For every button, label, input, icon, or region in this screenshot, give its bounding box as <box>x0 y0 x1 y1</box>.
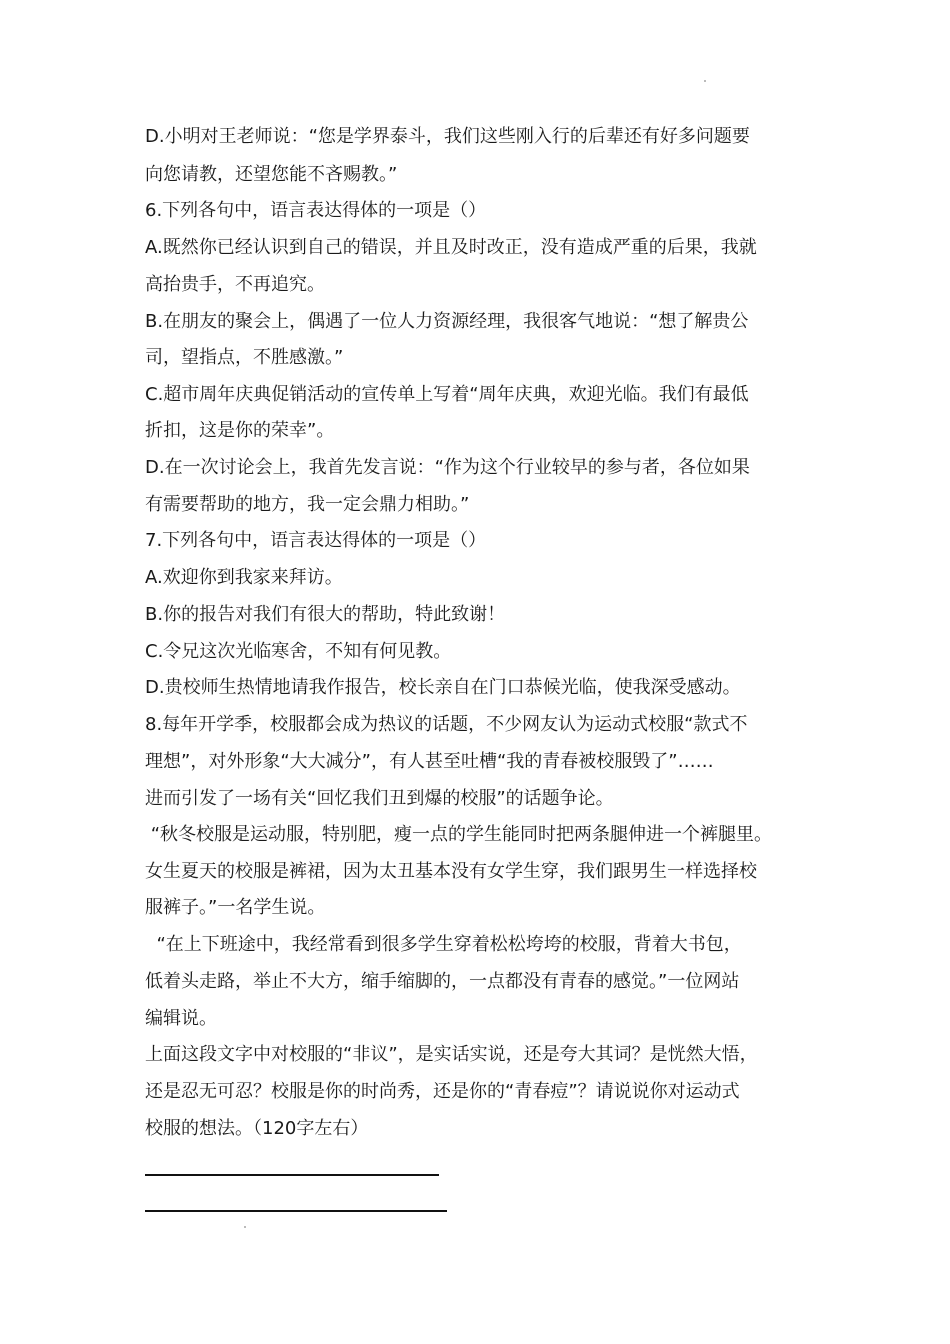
scan-speck-bottom <box>244 1226 246 1228</box>
question-8-line-1: 8.每年开学季，校服都会成为热议的话题，不少网友认为运动式校服“款式不 <box>145 714 748 735</box>
q7-option-d: D.贵校师生热情地请我作报告，校长亲自在门口恭候光临，使我深受感动。 <box>145 677 741 698</box>
student-quote-line-2: 女生夏天的校服是裤裙，因为太丑基本没有女学生穿，我们跟男生一样选择校 <box>145 861 757 882</box>
editor-quote-line-2: 低着头走路，举止不大方，缩手缩脚的，一点都没有青春的感觉。”一位网站 <box>145 971 740 992</box>
q7-option-c: C.令兄这次光临寒舍，不知有何见教。 <box>145 641 452 662</box>
prompt-line-2: 还是忍无可忍？校服是你的时尚秀，还是你的“青春痘”？请说说你对运动式 <box>145 1081 740 1102</box>
student-quote-line-1: “秋冬校服是运动服，特别肥，瘦一点的学生能同时把两条腿伸进一个裤腿里。 <box>145 824 773 845</box>
question-7-stem: 7.下列各句中，语言表达得体的一项是（） <box>145 530 487 551</box>
question-8-line-3: 进而引发了一场有关“回忆我们丑到爆的校服”的话题争论。 <box>145 788 614 809</box>
q6-option-d-line-1: D.在一次讨论会上，我首先发言说：“作为这个行业较早的参与者，各位如果 <box>145 457 750 478</box>
prompt-line-3: 校服的想法。（120字左右） <box>145 1118 369 1139</box>
q6-option-c-line-1: C.超市周年庆典促销活动的宣传单上写着“周年庆典，欢迎光临。我们有最低 <box>145 384 749 405</box>
q7-option-b: B.你的报告对我们有很大的帮助，特此致谢！ <box>145 604 506 625</box>
editor-quote-line-1: “在上下班途中，我经常看到很多学生穿着松松垮垮的校服，背着大书包， <box>145 934 742 955</box>
question-6-stem: 6.下列各句中，语言表达得体的一项是（） <box>145 200 487 221</box>
editor-quote-line-3: 编辑说。 <box>145 1008 217 1029</box>
text-line-2: 向您请教，还望您能不吝赐教。” <box>145 164 398 185</box>
q6-option-d-line-2: 有需要帮助的地方，我一定会鼎力相助。” <box>145 494 470 515</box>
question-8-line-2: 理想”，对外形象“大大减分”，有人甚至吐槽“我的青春被校服毁了”…… <box>145 751 714 772</box>
student-quote-line-3: 服裤子。”一名学生说。 <box>145 897 326 918</box>
q6-option-c-line-2: 折扣，这是你的荣幸”。 <box>145 420 335 441</box>
scan-speck-top <box>704 80 706 82</box>
q7-option-a: A.欢迎你到我家来拜访。 <box>145 567 343 588</box>
q6-option-a-line-1: A.既然你已经认识到自己的错误，并且及时改正，没有造成严重的后果，我就 <box>145 237 757 258</box>
answer-line-2[interactable] <box>145 1210 447 1212</box>
q6-option-b-line-2: 司，望指点，不胜感激。” <box>145 347 344 368</box>
q6-option-a-line-2: 高抬贵手，不再追究。 <box>145 274 325 295</box>
answer-line-1[interactable] <box>145 1174 439 1176</box>
prompt-line-1: 上面这段文字中对校服的“非议”，是实话实说，还是夸大其词？是恍然大悟， <box>145 1044 758 1065</box>
text-line-1: D.小明对王老师说：“您是学界泰斗，我们这些刚入行的后辈还有好多问题要 <box>145 126 750 147</box>
q6-option-b-line-1: B.在朋友的聚会上，偶遇了一位人力资源经理，我很客气地说：“想了解贵公 <box>145 311 749 332</box>
